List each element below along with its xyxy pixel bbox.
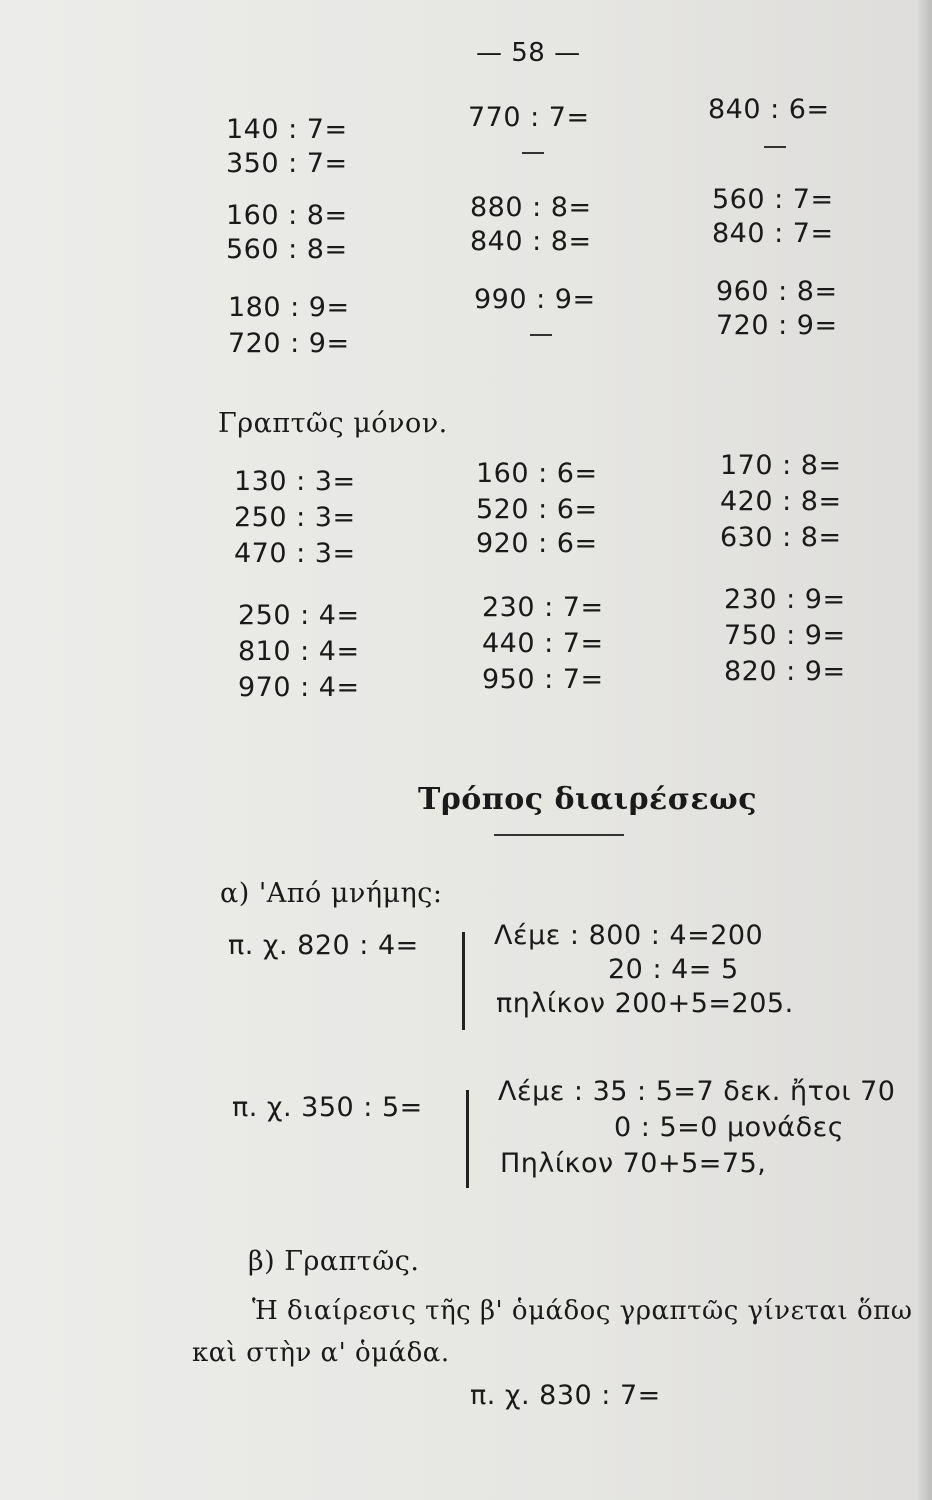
solution-line: Λέμε : 35 : 5=7 δεκ. ἤτοι 70 bbox=[498, 1076, 896, 1107]
separator-dash bbox=[530, 334, 552, 336]
example-prompt: π. χ. 820 : 4= bbox=[228, 930, 419, 961]
exercise: 250 : 4= bbox=[238, 600, 360, 631]
exercise: 130 : 3= bbox=[234, 466, 356, 497]
exercise: 350 : 7= bbox=[226, 148, 348, 179]
exercise: 560 : 7= bbox=[712, 184, 834, 215]
exercise: 180 : 9= bbox=[228, 292, 350, 323]
exercise: 920 : 6= bbox=[476, 528, 598, 559]
separator-dash bbox=[522, 152, 544, 154]
exercise: 840 : 7= bbox=[712, 218, 834, 249]
solution-line: 0 : 5=0 μονάδες bbox=[614, 1112, 845, 1143]
exercise: 950 : 7= bbox=[482, 664, 604, 695]
example-prompt: π. χ. 350 : 5= bbox=[232, 1092, 423, 1123]
mental-heading: α) 'Από μνήμης: bbox=[220, 878, 443, 909]
exercise: 840 : 6= bbox=[708, 94, 830, 125]
exercise: 720 : 9= bbox=[716, 310, 838, 341]
exercise: 750 : 9= bbox=[724, 620, 846, 651]
vertical-divider bbox=[466, 1090, 469, 1188]
exercise: 470 : 3= bbox=[234, 538, 356, 569]
exercise: 880 : 8= bbox=[470, 192, 592, 223]
exercise: 520 : 6= bbox=[476, 494, 598, 525]
exercise: 840 : 8= bbox=[470, 226, 592, 257]
page-edge bbox=[918, 0, 932, 1500]
solution-line: Λέμε : 800 : 4=200 bbox=[494, 920, 764, 951]
exercise: 440 : 7= bbox=[482, 628, 604, 659]
solution-line: Πηλίκον 70+5=75, bbox=[500, 1148, 767, 1179]
title-rule bbox=[494, 834, 624, 836]
exercise: 160 : 8= bbox=[226, 200, 348, 231]
written-heading: β) Γραπτῶς. bbox=[248, 1246, 420, 1277]
exercise: 810 : 4= bbox=[238, 636, 360, 667]
exercise: 720 : 9= bbox=[228, 328, 350, 359]
separator-dash bbox=[764, 146, 786, 148]
exercise: 990 : 9= bbox=[474, 284, 596, 315]
exercise: 250 : 3= bbox=[234, 502, 356, 533]
exercise: 960 : 8= bbox=[716, 276, 838, 307]
exercise: 170 : 8= bbox=[720, 450, 842, 481]
exercise: 630 : 8= bbox=[720, 522, 842, 553]
exercise: 820 : 9= bbox=[724, 656, 846, 687]
section-title: Τρόπος διαιρέσεως bbox=[418, 782, 757, 817]
paragraph-line: καὶ στὴν α' ὁμάδα. bbox=[192, 1338, 450, 1368]
exercise: 230 : 7= bbox=[482, 592, 604, 623]
vertical-divider bbox=[462, 932, 465, 1030]
exercise: 970 : 4= bbox=[238, 672, 360, 703]
example-prompt: π. χ. 830 : 7= bbox=[470, 1380, 661, 1411]
exercise: 140 : 7= bbox=[226, 114, 348, 145]
solution-line: 20 : 4= 5 bbox=[608, 954, 739, 985]
exercise: 560 : 8= bbox=[226, 234, 348, 265]
exercise: 230 : 9= bbox=[724, 584, 846, 615]
exercise: 160 : 6= bbox=[476, 458, 598, 489]
exercise: 770 : 7= bbox=[468, 102, 590, 133]
solution-line: πηλίκον 200+5=205. bbox=[496, 988, 794, 1019]
written-only-heading: Γραπτῶς μόνον. bbox=[218, 408, 448, 439]
page-number: — 58 — bbox=[476, 38, 581, 68]
exercise: 420 : 8= bbox=[720, 486, 842, 517]
paragraph-line: Ἡ διαίρεσις τῆς β' ὁμάδος γραπτῶς γίνεται ὅπω bbox=[252, 1296, 913, 1326]
